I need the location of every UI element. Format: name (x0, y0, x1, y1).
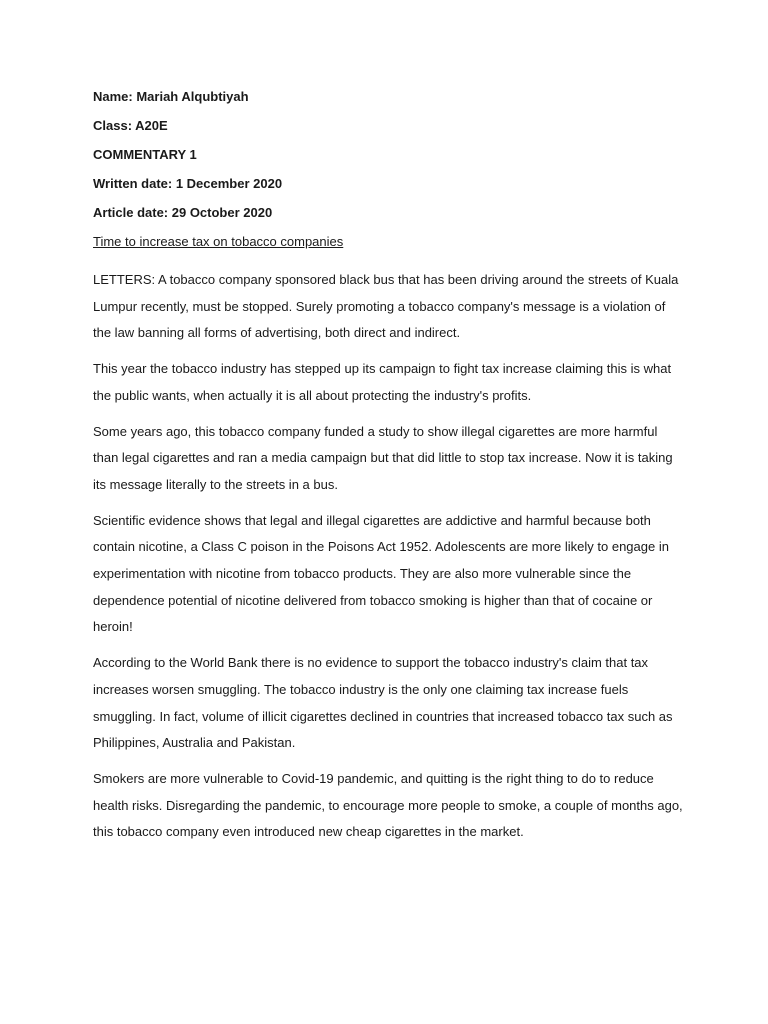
article-paragraph: LETTERS: A tobacco company sponsored black bus that has been driving around the streets of Kuala Lumpur recently, must be stopped. Surely promoting a tobacco company's message is a violation of the law banning all forms of advertising, both direct and indirect. (93, 272, 679, 341)
document-page (93, 88, 685, 855)
article-paragraph: According to the World Bank there is no evidence to support the tobacco industry's claim that tax increases worsen smuggling. The tobacco industry is the only one claiming tax increase fuels smuggling. In fact, volume of illicit cigarettes declined in countries that increased tobacco tax such as Philippines, Australia and Pakistan. (93, 655, 673, 751)
commentary-label: COMMENTARY 1 (93, 147, 197, 162)
article-paragraph: Some years ago, this tobacco company funded a study to show illegal cigarettes are more harmful than legal cigarettes and ran a media campaign but that did little to stop tax increase. Now it is taking its message literally to the streets in a bus. (93, 423, 673, 492)
article-title: Time to increase tax on tobacco companies (93, 234, 344, 249)
article-paragraph: Smokers are more vulnerable to Covid-19 pandemic, and quitting is the right thing to do to reduce health risks. Disregarding the pandemic, to encourage more people to smoke, a couple of months ago, this tobacco company even introduced new cheap cigarettes in the market. (93, 770, 683, 840)
article-paragraph: Scientific evidence shows that legal and illegal cigarettes are addictive and harmful because both contain nicotine, a Class C poison in the Poisons Act 1952. Adolescents are more likely to engage in experimentation with nicotine from tobacco products. They are also more vulnerable since the dependence potential of nicotine delivered from tobacco smoking is higher than that of cocaine or heroin! (93, 512, 669, 635)
student-name: Name: Mariah Alqubtiyah (93, 89, 249, 104)
written-date: Written date: 1 December 2020 (93, 176, 283, 191)
article-date: Article date: 29 October 2020 (93, 205, 273, 220)
article-paragraph: This year the tobacco industry has stepped up its campaign to fight tax increase claiming this is what the public wants, when actually it is all about protecting the industry's profits. (93, 361, 672, 403)
student-class: Class: A20E (93, 118, 168, 133)
